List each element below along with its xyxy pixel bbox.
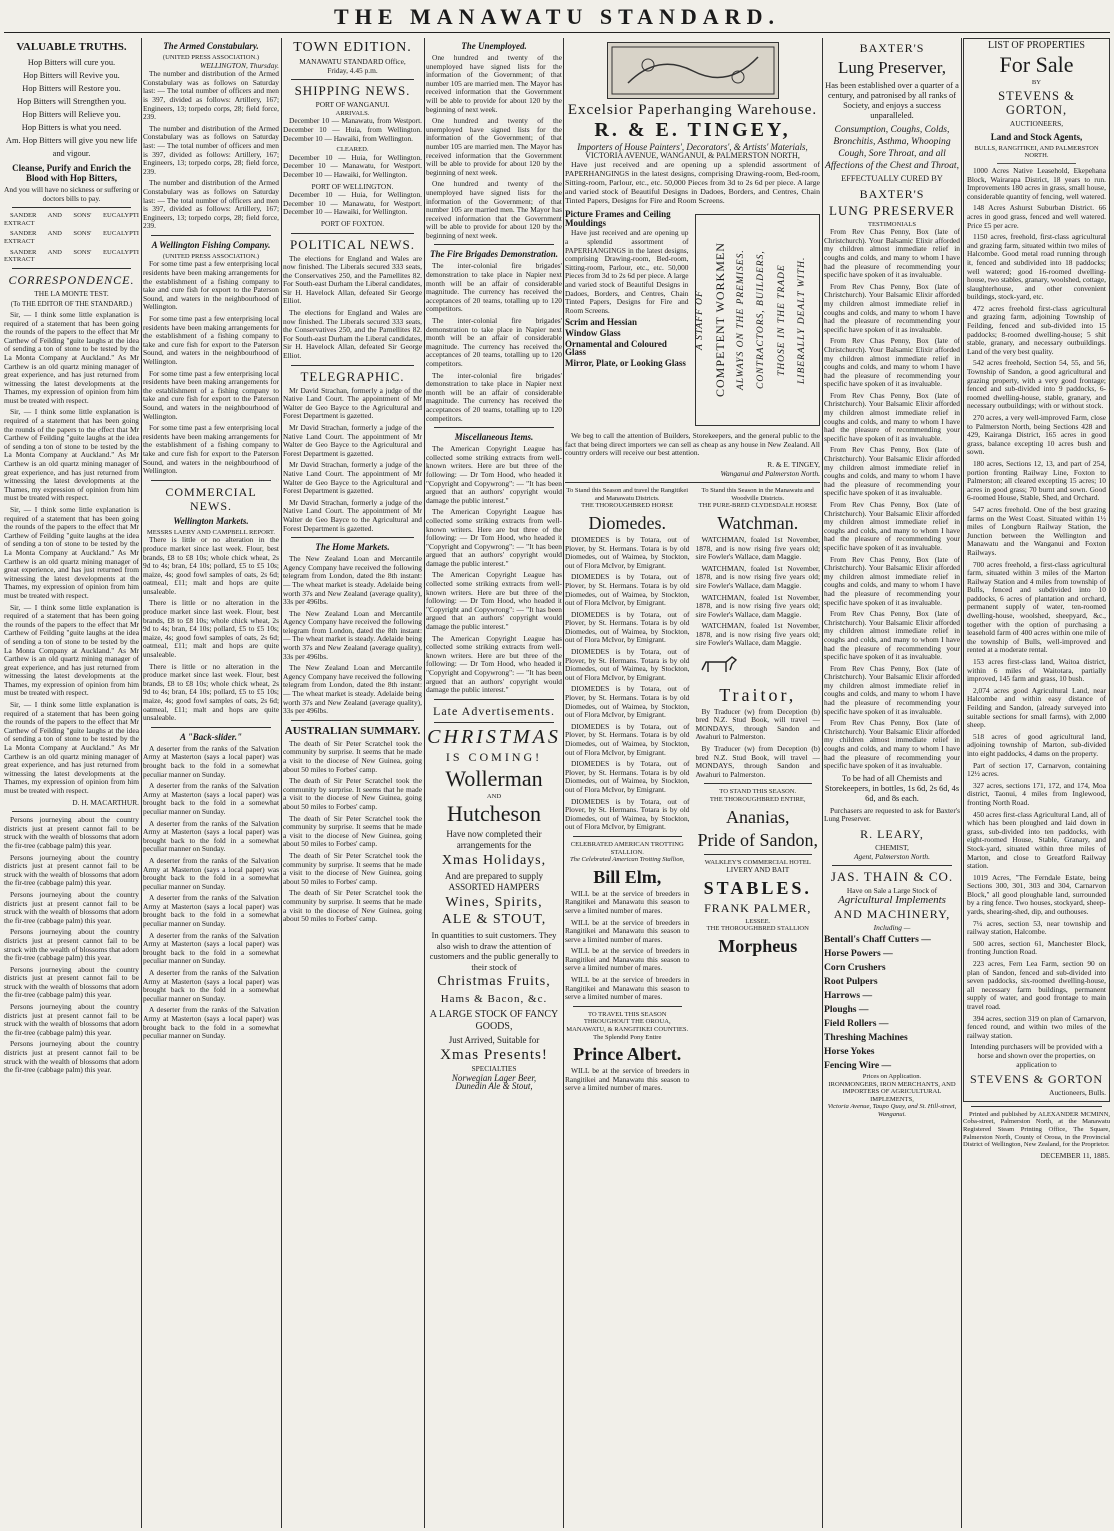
morpheus-head: THE THOROUGHBRED STALLION <box>706 925 809 933</box>
fire-body: The inter-colonial fire brigades' demonstration to take place in Napier next month will be an affair of considerable magnitude. The currency has received the acceptances of 20 teams, totalling up to 120 competitors. <box>426 316 562 368</box>
column-divider <box>961 38 962 1528</box>
diomedes-body: DIOMEDES is by Totara, out of Plover, by St. Hermans. Totara is by old Diomedes, out of Waimea, by Stockton, out of Flora McIvor, by Emigrant. <box>565 534 690 570</box>
vertical-text: ALWAYS ON THE PREMISES. <box>735 249 746 391</box>
billelm-body: WILL be at the service of breeders in Rangitikei and Manawatu this season to serve a limited number of mares. <box>565 975 690 1002</box>
news-item: Persons journeying about the country districts just at present cannot fail to be struck with the wealth of blossoms that adorn the fir-tree (cabbage palm) this year. <box>4 889 139 925</box>
eucalyptus-ad: SANDER AND SONS' EUCALYPTI EXTRACT <box>4 230 139 245</box>
assorted: And are prepared to supply ASSORTED HAMPERS <box>445 871 543 893</box>
effectually: EFFECTUALLY CURED BY <box>841 174 943 183</box>
and-text: AND <box>486 792 502 800</box>
letter-body: Sir, — I think some little explanation is required of a statement that has been going the rounds of the papers to the effect that Mr Carthew of Feilding "guite laughs at the idea of sending a ton of stone to be tested by the La Monta Company at Auckland." As Mr Carthew is an old quartz mining manager of great experience, and has just returned from witnessing the latest developments at the Thames, my expression of opinion from him must be treated with respect. <box>4 505 139 600</box>
prince-body: WILL be at the service of breeders in Rangitikei and Manawatu this season to serve a limited number of mares. <box>565 1066 690 1093</box>
truth-item: Hop Bitters will Revive you. <box>23 71 120 80</box>
diomedes-body: DIOMEDES is by Totara, out of Plover, by St. Hermans. Totara is by old Diomedes, out of Waimea, by Stockton, out of Flora McIvor, by Emigrant. <box>565 647 690 682</box>
travel: TO TRAVEL THIS SEASON THROUGHOUT THE OROUA, MANAWATU, & RANGITIKEI COUNTIES. <box>566 1010 689 1034</box>
market-body: There is little or no alteration in the produce market since last week. Flour, best brands, £8 to £8 10s; whole chick wheat, 2s 9d to 4s; bran, £4 10s; pollard, £5 to £5 10s; maize, 4s; good fowl samples of oats, 2s 6d; oatmeal, £11; malt and hops are quite unsaleable. <box>143 661 279 723</box>
norwegian: Norwegian Lager Beer, <box>451 1072 537 1083</box>
horse-ads-left <box>565 487 690 1096</box>
intending: Intending purchasers will be provided with a horse and shown over the properties, on application to <box>970 1042 1103 1069</box>
property-item: 270 acres, a very well-improved Farm, close to Palmerston North, being Sections 428 and 429, Kairanga District, 165 acres in good grass, balance excepting 10 acres bush and sown. <box>967 413 1106 457</box>
column-1 <box>4 38 139 1528</box>
implement: Threshing Machines <box>824 1031 908 1043</box>
morpheus: Morpheus <box>718 935 798 956</box>
port-wellington: PORT OF WELLINGTON. <box>311 181 394 191</box>
truth-item: Hop Bitters will cure you. <box>27 58 116 67</box>
news-item: Persons journeying about the country districts just at present cannot fail to be struck with the wealth of blossoms that adorn the fir-tree (cabbage palm) this year. <box>4 815 139 850</box>
column-divider <box>141 38 142 1528</box>
testimonial: From Rev Chas Penny, Box (late of Christchurch). Your Balsamic Elixir afforded my children almost immediate relief in coughs and colds, and many to whom I have had the pleasure of recommending your specific have spoken of it as invaluable. <box>824 554 960 607</box>
fancy-goods: A LARGE STOCK OF FANCY GOODS, <box>429 1009 559 1033</box>
column-divider <box>424 38 425 1528</box>
fishing-body: For some time past a few enterprising local residents have been making arrangements for the establishment of a fishing company to take and cure fish for export to the Paterson Sound, and waters in the neighbourhood of Wellington. <box>143 259 279 312</box>
importers: Importers of House Painters', Decorators', & Artists' Materials, <box>577 142 808 152</box>
tele-body: Mr David Strachan, formerly a judge of the Native Land Court. The appointment of Mr Walter de Geo Bayce to the Agricultural and Forest Department is gazetted. <box>283 423 422 458</box>
fire-body: The inter-colonial fire brigades' demonstration to take place in Napier next month will be an affair of considerable magnitude. The currency has received the acceptances of 20 teams, totalling up to 120 competitors. <box>426 261 562 314</box>
masthead: THE MANAWATU STANDARD. <box>334 4 780 29</box>
news-item: Persons journeying about the country districts just at present cannot fail to be struck with the wealth of blossoms that adorn the fir-tree (cabbage palm) this year. <box>4 964 139 1000</box>
horse-ads <box>565 487 820 1096</box>
machinery: AND MACHINERY, <box>833 907 951 922</box>
ananias-sub: THE THOROUGHBRED ENTIRE, <box>709 796 806 803</box>
aus-body: The death of Sir Peter Scratchel took the community by surprise. It seems that he made a visit to the diocese of New Guinea, going about 50 miles to Forbes' camp. <box>283 776 422 811</box>
by: BY <box>1031 78 1042 86</box>
ornamental-glass: Ornamental and Coloured Glass <box>565 338 667 358</box>
including: Including — <box>873 923 911 933</box>
property-item: 223 acres, Fern Lea Farm, section 90 on plan of Sandon, fenced and sub-divided into seven paddocks, six-roomed dwelling-house, all necessary farm buildings, permanent supply of water, and good frontage to main travel road. <box>967 959 1106 1011</box>
aus-body: The death of Sir Peter Scratchel took the community by surprise. It seems that he made a visit to the diocese of New Guinea, going about 50 miles to Forbes' camp. <box>283 850 422 886</box>
aus-body: The death of Sir Peter Scratchel took the community by surprise. It seems that he made a visit to the diocese of New Guinea, going about 50 miles to Forbes' camp. <box>283 888 422 924</box>
diomedes-body: DIOMEDES is by Totara, out of Plover, by St. Hermans. Totara is by old Diomedes, out of Waimea, by Stockton, out of Flora McIvor, by Emigrant. <box>565 721 690 757</box>
diomedes-body: DIOMEDES is by Totara, out of Plover, by St. Hermans. Totara is by old Diomedes, out of Waimea, by Stockton, out of Flora McIvor, by Emigrant. <box>565 609 690 645</box>
prices: Prices on Application. <box>862 1072 922 1080</box>
lessee: LESSEE. <box>745 917 771 925</box>
armed-body: The number and distribution of the Armed Constabulary was as follows on Saturday last: — The total number of officers and men is 397, divided as follows: Artillery, 167; Engineers, 13; torpedo corps, 28; field force, 239. <box>143 123 279 176</box>
armed-constabulary-title: The Armed Constabulary. <box>163 41 259 51</box>
town-edition: TOWN EDITION. <box>293 40 412 55</box>
implement: Horse Powers — <box>824 947 893 959</box>
press-credit: (UNITED PRESS ASSOCIATION.) <box>162 252 260 260</box>
late-ads-heading: Late Advertisements. <box>433 703 555 718</box>
truth-item: Hop Bitters will Strengthen you. <box>16 97 127 106</box>
pony: The Splendid Pony Entire <box>593 1033 662 1041</box>
frames: Picture Frames and Ceiling Mouldings <box>565 209 671 228</box>
implement: Ploughs — <box>824 1003 869 1015</box>
properties-box <box>963 38 1110 1102</box>
dateline: WELLINGTON, Thursday. <box>200 60 279 70</box>
backslider-title: A "Back-slider." <box>180 731 242 742</box>
testimonial: From Rev Chas Penny, Box (late of Christchurch). Your Balsamic Elixir afforded my children almost immediate relief in coughs and colds, and many to whom I have had the pleasure of recommending your specific have spoken of it as invaluable. <box>824 336 960 389</box>
property-item: 148 Acres Ashurst Suburban District. 66 acres in good grass, fenced and well watered. Price £5 per acre. <box>967 203 1106 230</box>
market-body: There is little or no alteration in the produce market since last week. Flour, best brands, £8 to £8 10s; whole chick wheat, 2s 9d to 4s; bran, £4 10s; pollard, £5 to £5 10s; maize, 4s; good fowl samples of oats, 2s 6d; oatmeal, £11; malt and hops are quite unsaleable. <box>143 598 279 660</box>
implement: Harrows — <box>824 989 873 1001</box>
backslider-body: A deserter from the ranks of the Salvation Army at Masterton (says a local paper) was brought back to the fold in a somewhat peculiar manner on Sunday. <box>143 743 279 779</box>
port-foxton: PORT OF FOXTON. <box>320 218 385 228</box>
traitor: Traitor, <box>719 684 797 705</box>
vertical-text: CONTRACTORS, BUILDERS, <box>756 250 767 390</box>
column-7 <box>963 38 1110 1528</box>
billelm-head: CELEBRATED AMERICAN TROTTING STALLION. <box>570 840 684 856</box>
wines: Wines, Spirits, <box>445 895 543 911</box>
vertical-text: THOSE IN THE TRADE <box>776 264 787 377</box>
quantities: In quantities to suit customers. They also wish to draw the attention of customers and the public generally to their stock of <box>429 930 559 972</box>
chemist: CHEMIST, <box>875 843 909 852</box>
home-body: The New Zealand Loan and Mercantile Agency Company have received the following telegram from London, dated the 8th instant: — The wheat market is steady. Adelaide being worth 37s and New Zealand (average quality), 33s per 496lbs. <box>283 554 422 607</box>
ananias: Ananias, <box>726 806 790 827</box>
diomedes-body: DIOMEDES is by Totara, out of Plover, by St. Hermans. Totara is by old Diomedes, out of Waimea, by Stockton, out of Flora McIvor, by Emigrant. <box>565 759 690 794</box>
specialties: SPECIALTIES <box>471 1063 517 1073</box>
column-2 <box>143 38 279 1528</box>
horse-icon <box>696 654 742 676</box>
fishing-body: For some time past a few enterprising local residents have been making arrangements for the establishment of a fishing company to take and cure fish for export to the Paterson Sound, and waters in the neighbourhood of Wellington. <box>143 314 279 366</box>
baxter2: BAXTER'S <box>859 186 925 201</box>
backslider-body: A deserter from the ranks of the Salvation Army at Masterton (says a local paper) was brought back to the fold in a somewhat peculiar manner on Sunday. <box>143 1005 279 1041</box>
billelm: Bill Elm, <box>593 866 662 887</box>
column-6 <box>824 38 960 1528</box>
unemployed-body: One hundred and twenty of the unemployed have signed lists for the information of the Government; of that number 105 are married men. The Mayor has received information that the Government will be able to provide for about 120 by the beginning of next week. <box>426 179 562 240</box>
truth-item: Hop Bitters is what you need. <box>21 123 122 132</box>
property-item: 1019 Acres, "The Ferndale Estate, being Sections 300, 301, 303 and 304, Carnarvon Block," all good ploughable land, surrounded by a ring fence. Two houses, stockyard, sheep-yards, shearing-shed, dip, and outhouses. <box>967 872 1106 917</box>
is-coming: IS COMING! <box>445 749 543 764</box>
port-wanganui: PORT OF WANGANUI. <box>315 100 390 110</box>
implement: Field Rollers — <box>824 1017 889 1029</box>
traitor-body: By Traducer (w) from Deception (b) bred N.Z. Stud Book, will travel — MONDAYS, through Sandon and Awahuri to Palmerston. <box>695 744 820 779</box>
watchman-body: WATCHMAN, foaled 1st November, 1878, and is now rising five years old; sire Fowler's Wallace, dam Maggie. <box>695 592 820 619</box>
fire-body: The inter-colonial fire brigades' demonstration to take place in Napier next month will be an affair of considerable magnitude. The currency has received the acceptances of 20 teams, totalling up to 120 competitors. <box>426 370 562 423</box>
diomedes: Diomedes. <box>588 512 666 533</box>
letter-to: (To THE EDITOR OF THE STANDARD.) <box>10 300 133 309</box>
property-item: 7¼ acres, section 53, near township and railway station, Halcombe. <box>967 918 1106 937</box>
auctioneers: AUCTIONEERS, <box>1009 119 1064 129</box>
market-body: There is little or no alteration in the produce market since last week. Flour, best brands, £8 to £8 10s; whole chick wheat, 2s 9d to 4s; bran, £4 10s; pollard, £5 to £5 10s; maize, 4s; good fowl samples of oats, 2s 6d; oatmeal, £11; malt and hops are quite unsaleable. <box>143 535 279 596</box>
imprint: Printed and published by ALEXANDER MCMINN, Coba-street, Palmerston North, at the Manawatu Registered Steam Printing Office, The Square, Palmerston North, County of Oroua, in the Provincial District of Wellington, New Zealand, for the Proprietor. <box>963 1110 1110 1149</box>
valuable-truths-title: VALUABLE TRUTHS. <box>16 41 127 53</box>
news-item: Persons journeying about the country districts just at present cannot fail to be struck with the wealth of blossoms that adorn the fir-tree (cabbage palm) this year. <box>4 927 139 963</box>
property-item: 153 acres first-class land, Waitoa district, within 6 miles of Waitotara, partially improved, 145 farm and grass, 10 bush. <box>967 657 1106 684</box>
xmas-presents: Xmas Presents! <box>440 1046 548 1063</box>
watchman-body: WATCHMAN, foaled 1st November, 1878, and is now rising five years old; sire Fowler's Wallace, dam Maggie. <box>695 563 820 590</box>
tingey-place: Wanganui and Palmerston North. <box>720 468 820 478</box>
implement: Root Pulpers <box>824 975 878 987</box>
fire-title: The Fire Brigades Demonstration. <box>429 249 558 260</box>
news-item: Persons journeying about the country districts just at present cannot fail to be struck with the wealth of blossoms that adorn the fir-tree (cabbage palm) this year. <box>4 852 139 888</box>
horse-ads-right <box>696 487 821 1096</box>
home-markets-heading: The Home Markets. <box>315 542 390 553</box>
backslider-body: A deserter from the ranks of the Salvation Army at Masterton (says a local paper) was brought back to the fold in a somewhat peculiar manner on Sunday. <box>143 930 279 966</box>
backslider-body: A deserter from the ranks of the Salvation Army at Masterton (says a local paper) was brought back to the fold in a somewhat peculiar manner on Sunday. <box>143 968 279 1003</box>
fishing-body: For some time past a few enterprising local residents have been making arrangements for the establishment of a fishing company to take and cure fish for export to the Paterson Sound, and waters in the neighbourhood of Wellington. <box>143 423 279 476</box>
vertical-text: A STAFF OF <box>694 290 705 351</box>
builders: We beg to call the attention of Builders, Storekeepers, and the general public to the fact that being direct importers we can sell as cheap as any house in New Zealand. All country orders will receive our best attention. <box>565 431 820 458</box>
implement: Fencing Wire — <box>824 1059 892 1071</box>
misc-title: Miscellaneous Items. <box>454 432 534 443</box>
ale-stout: ALE & STOUT, <box>441 912 547 928</box>
testimonial: From Rev Chas Penny, Box (late of Christchurch). Your Balsamic Elixir afforded my children almost immediate relief in coughs and colds, and many to whom I have had the pleasure of recommending your specific have spoken of it as invaluable. <box>824 390 960 443</box>
arrivals-body: December 10 — Manawatu, from Westport. December 10 — Huia, from Wellington. December 10 — Hawaiki, from Wellington. <box>283 116 422 143</box>
press-credit: (UNITED PRESS ASSOCIATION.) <box>162 54 260 61</box>
implement: Horse Yokes <box>824 1045 875 1057</box>
cleared-body: December 10 — Huia, for Wellington. December 10 — Manawatu, for Westport. December 10 — Hawaiki, for Wellington. <box>283 190 422 217</box>
imprint-date: DECEMBER 11, 1885. <box>1040 1150 1110 1160</box>
billelm-sub: The Celebrated American Trotting Stallion, <box>570 856 685 864</box>
news-item: Persons journeying about the country districts just at present cannot fail to be struck with the wealth of blossoms that adorn the fir-tree (cabbage palm) this year. <box>4 1002 139 1037</box>
livery: LIVERY AND BAIT <box>726 865 790 875</box>
thain: JAS. THAIN & CO. <box>830 869 954 885</box>
agric: Agricultural Implements <box>838 893 946 906</box>
property-item: 1150 acres, freehold, first-class agricultural and grazing farm, situated within two miles of Halcombe. Good metal road running through it, fenced and subdivided into 18 paddocks; well watered; good 16-roomed dwelling-house, two stables, granary, woolshed, cottage, slaughterhouse, and other convenient buildings, stock-yard, etc. <box>967 232 1106 302</box>
watchman-body: WATCHMAN, foaled 1st November, 1878, and is now rising five years old; sire Fowler's Wallace, dam Maggie. <box>695 534 820 562</box>
eucalyptus-ad: SANDER AND SONS' EUCALYPTI EXTRACT <box>4 212 139 227</box>
diomedes-body: DIOMEDES is by Totara, out of Plover, by St. Hermans. Totara is by old Diomedes, out of Waimea, by Stockton, out of Flora McIvor, by Emigrant. <box>565 796 690 832</box>
purchasers: Purchasers are requested to ask for Baxter's Lung Preserver. <box>824 805 960 824</box>
cleared-heading: CLEARED. <box>336 146 369 154</box>
implement: Bentall's Chaff Cutters — <box>824 933 931 945</box>
vertical-banner <box>695 214 821 426</box>
letter-body: Sir, — I think some little explanation is required of a statement that has been going the rounds of the papers to the effect that Mr Carthew of Feilding "guite laughs at the idea of sending a ton of stone to be tested by the La Monta Company at Auckland." As Mr Carthew is an old quartz mining manager of great experience, and has just returned from witnessing the latest developments at the Thames, my expression of opinion from him must be treated with respect. <box>4 407 139 503</box>
clydesdale: THE PURE-BRED CLYDESDALE HORSE <box>698 502 818 510</box>
commercial-heading: COMMERCIAL NEWS. <box>165 484 257 513</box>
backslider-body: A deserter from the ranks of the Salvation Army at Masterton (says a local paper) was brought back to the fold in a somewhat peculiar manner on Sunday. <box>143 818 279 854</box>
address: VICTORIA AVENUE, WANGANUI, & PALMERSTON NORTH, <box>585 150 800 160</box>
property-item: 2,074 acres good Agricultural Land, near Halcombe and within easy distance of Feilding and Sandon, (already surveyed into suitable sections for small farms), with 2,000 sheep. <box>967 685 1106 730</box>
billelm-body: WILL be at the service of breeders in Rangitikei and Manawatu this season to serve a limited number of mares. <box>565 888 690 915</box>
excelsior-heading: Excelsior Paperhanging Warehouse. <box>567 102 818 118</box>
vertical-text: COMPETENT WORKMEN <box>713 242 728 398</box>
window-glass: Window Glass <box>565 327 621 338</box>
property-item: 700 acres freehold, a first-class agricultural farm, situated within 3 miles of the Marton Railway Station and 4 miles from township of Bulls, fenced and subdivided into 10 paddocks, 6 acres of plantation and orchard, permanent supply of water, ten-roomed dwelling-house, woolshed, sheepyard, &c., together with the option of purchasing a leasehold farm of 400 acres within one mile of the township of Bulls, well-improved and rented at a moderate rental. <box>967 559 1106 655</box>
property-item: 394 acres, section 319 on plan of Carnarvon, fenced round, and within two miles of the railway station. <box>967 1013 1106 1040</box>
property-item: 180 acres, Sections 12, 13, and part of 254, portion fronting Railway Line, Foxton to Palmerston; all cleared excepting 15 acres; 10 acres in good grass; 70 burnt and sown. Good 6-roomed House, Stable, Shed, and Orchard. <box>967 458 1106 503</box>
diomedes-head: To Stand this Season and travel the Rangitikei and Manawatu Districts. <box>566 487 689 502</box>
firm-sign-sub: Auctioneers, Bulls. <box>1049 1088 1106 1098</box>
testimonial: From Rev Chas Penny, Box (late of Christchurch). Your Balsamic Elixir afforded my children almost immediate relief in coughs and colds, and many to whom I have had the pleasure of recommending your specific have spoken of it as invaluable. <box>824 718 960 771</box>
thoroughbred: THE THOROUGHBRED HORSE <box>581 502 674 510</box>
frank-palmer: FRANK PALMER, <box>704 900 812 915</box>
stables: STABLES. <box>703 877 812 898</box>
misc-body: The American Copyright League has collected some striking extracts from well-known writers. Here are but three of the following: — Dr Tom Hood, who headed it "Copyright and Copywrong": — "It has been argued that an authors' copyright would damage the public interest." <box>426 444 562 505</box>
mirror: Mirror, Plate, or Looking Glass <box>565 357 686 368</box>
home-body: The New Zealand Loan and Mercantile Agency Company have received the following telegram from London, dated the 8th instant: — The wheat market is steady. Adelaide being worth 37s and New Zealand (average quality), 33s per 496lbs. <box>283 608 422 661</box>
truth-item: Am. Hop Bitters will give you new life and vigour. <box>5 136 138 158</box>
pride-of-sandon: Pride of Sandon, <box>697 829 818 850</box>
dunedin: Dunedin Ale & Stout, <box>455 1081 533 1092</box>
tingey-sign: R. & E. TINGEY, <box>767 459 820 469</box>
column-5 <box>565 38 820 1528</box>
letter-signature: D. H. MACARTHUR. <box>72 797 139 807</box>
property-item: 1000 Acres Native Leasehold, Ekepehana Block, Wairarapa District, 18 years to run. Improvements 180 acres in grass, small house, considerable quantity of fencing, well watered. <box>967 165 1106 201</box>
cleanse-heading: Cleanse, Purify and Enrich the Blood with Hop Bitters, <box>12 163 131 183</box>
eucalyptus-ad: SANDER AND SONS' EUCALYPTI EXTRACT <box>4 248 139 264</box>
backslider-body: A deserter from the ranks of the Salvation Army at Masterton (says a local paper) was brought back to the fold in a somewhat peculiar manner on Sunday. <box>143 855 279 891</box>
unemployed-title: The Unemployed. <box>461 41 527 51</box>
implements-list <box>824 933 960 1073</box>
tele-body: Mr David Strachan, formerly a judge of the Native Land Court. The appointment of Mr Walter de Geo Bayce to the Agricultural and Forest Department is gazetted. <box>283 385 422 421</box>
ananias-head: TO STAND THIS SEASON. <box>719 788 797 796</box>
correspondence-heading: CORRESPONDENCE. <box>8 272 135 287</box>
testimonial: From Rev Chas Penny, Box (late of Christchurch). Your Balsamic Elixir afforded my children almost immediate relief in coughs and colds, and many to whom I have had the pleasure of recommending your specific have spoken of it as invaluable. <box>824 445 960 498</box>
unemployed-body: One hundred and twenty of the unemployed have signed lists for the information of the Government; of that number 105 are married men. The Mayor has received information that the Government will be able to provide for about 120 by the beginning of next week. <box>426 116 562 177</box>
testimonial: From Rev Chas Penny, Box (late of Christchurch). Your Balsamic Elixir afforded my children almost immediate relief in coughs and colds, and many to whom I have had the pleasure of recommending your specific have spoken of it as invaluable. <box>824 609 960 662</box>
unemployed-body: One hundred and twenty of the unemployed have signed lists for the information of the Government; of that number 105 are married men. The Mayor has received information that the Government will be able to provide for about 120 by the beginning of next week. <box>426 53 562 114</box>
billelm-body: WILL be at the service of breeders in Rangitikei and Manawatu this season to serve a limited number of mares. <box>565 946 690 973</box>
wollerman: Wollerman <box>445 765 543 791</box>
column-divider <box>563 38 564 1528</box>
testimonials: TESTIMONIALS <box>868 220 916 228</box>
christmas-heading: CHRISTMAS <box>427 725 561 748</box>
for-sale: For Sale <box>999 51 1074 77</box>
misc-body: The American Copyright League has collected some striking extracts from well-known writers. Here are but three of the following: — Dr Tom Hood, who headed it "Copyright and Copywrong": — "It has been argued that an authors' copyright would damage the public interest." <box>426 570 562 632</box>
leary: R. LEARY, <box>860 827 924 841</box>
cleanse-sub: And you will have no sickness or suffering or doctors bills to pay. <box>4 185 139 203</box>
agent: Agent, Palmerston North. <box>854 851 930 861</box>
thain-sub: Have on Sale a Large Stock of <box>846 886 938 896</box>
property-item: 450 acres first-class Agricultural Land, all of which has been ploughed and laid down in grass, sub-divided into ten paddocks, with eight-roomed House, Stable, Granary, and Stock-yard, situated within three miles of Marton, and close to Greatford Railway station. <box>967 809 1106 871</box>
column-4 <box>426 38 562 1528</box>
armed-body: The number and distribution of the Armed Constabulary was as follows on Saturday last: — The total number of officers and men is 397, divided as follows: Artillery, 167; Engineers, 13; torpedo corps, 28; field force, 239. <box>143 69 279 122</box>
property-item: 500 acres, section 61, Manchester Block, fronting Junction Road. <box>967 938 1106 957</box>
tingey-products <box>565 208 820 432</box>
watchman-head: To Stand this Season in the Manawatu and Woodville Districts. <box>701 487 814 502</box>
column-divider <box>281 38 282 1528</box>
political-body: The elections for England and Wales are now finished. The Liberals secured 333 seats, the Conservatives 250, and the Parnellites 82. For South-east Durham the Liberal candidates, Sir H. Havelock Allan, defeated Sir George Elliot. <box>283 308 422 361</box>
letter-body: Sir, — I think some little explanation is required of a statement that has been going the rounds of the papers to the effect that Mr Carthew of Feilding "guite laughs at the idea of sending a ton of stone to be tested by the La Monta Company at Auckland." As Mr Carthew is an old quartz mining manager of great experience, and has just returned from witnessing the latest developments at the Thames, my expression of opinion from him must be treated with respect. <box>4 309 139 405</box>
hutcheson: Hutcheson <box>446 801 542 827</box>
towns: BULLS, RANGITIKEI, AND PALMERSTON NORTH. <box>974 144 1099 160</box>
lung-preserver: Lung Preserver, <box>838 58 946 77</box>
misc-body: The American Copyright League has collected some striking extracts from well-known writers. Here are but three of the following: — Dr Tom Hood, who headed it "Copyright and Copywrong": — "It has been argued that an authors' copyright would damage the public interest." <box>426 507 562 568</box>
chemists: To be had of all Chemists and Storekeepers, in bottles, 1s 6d, 2s 6d, 4s 6d, and 8s each. <box>824 773 960 803</box>
masthead-rule <box>4 32 1110 33</box>
vertical-text: LIBERALLY DEALT WITH. <box>797 256 808 384</box>
property-item: 518 acres of good agricultural land, adjoining township of Marton, sub-divided into eight paddocks, 4 dams on the property. <box>967 731 1106 758</box>
property-item: 327 acres, sections 171, 172, and 174, Moa district, Taonui, 4 miles from Inglewood, fronting North Road. <box>967 780 1106 807</box>
prince-albert: Prince Albert. <box>573 1044 682 1065</box>
watchman-body: WATCHMAN, foaled 1st November, 1878, and is now rising five years old; sire Fowler's Wallace, dam Maggie. <box>695 621 820 648</box>
diomedes-body: DIOMEDES is by Totara, out of Plover, by St. Hermans. Totara is by old Diomedes, out of Waimea, by Stockton, out of Flora McIvor, by Emigrant. <box>565 684 690 720</box>
tele-body: Mr David Strachan, formerly a judge of the Native Land Court. The appointment of Mr Walter de Geo Bayce to the Agricultural and Forest Department is gazetted. <box>283 497 422 533</box>
office: MANAWATU STANDARD Office, <box>299 57 406 66</box>
misc-body: The American Copyright League has collected some striking extracts from well-known writers. Here are but three of the following: — Dr Tom Hood, who headed it "Copyright and Copywrong": — "It has been argued that an authors' copyright would damage the public interest." <box>426 633 562 695</box>
truth-item: Hop Bitters will Relieve you. <box>22 110 121 119</box>
column-divider <box>822 38 823 1528</box>
time: Friday, 4.45 p.m. <box>327 65 378 75</box>
shipping-heading: SHIPPING NEWS. <box>294 83 411 99</box>
location: Victoria Avenue, Taupo Quay, and St. Hill-street, Wanganui. <box>827 1103 957 1118</box>
ironmongers: IRONMONGERS, IRON MERCHANTS, AND IMPORTERS OF AGRICULTURAL IMPLEMENTS, <box>828 1080 956 1103</box>
scrim: Scrim and Hessian <box>565 317 638 328</box>
telegraphic-heading: TELEGRAPHIC. <box>300 368 405 384</box>
baxter: BAXTER'S <box>859 41 925 55</box>
testimonial: From Rev Chas Penny, Box (late of Christchurch). Your Balsamic Elixir afforded my children almost immediate relief in coughs and colds, and many to whom I have had the pleasure of recommending your specific have spoken of it as invaluable. <box>824 281 960 334</box>
tele-body: Mr David Strachan, formerly a judge of the Native Land Court. The appointment of Mr Walter de Geo Bayce to the Agricultural and Forest Department is gazetted. <box>283 460 422 496</box>
armed-body: The number and distribution of the Armed Constabulary was as follows on Saturday last: — The total number of officers and men is 397, divided as follows: Artillery, 167; Engineers, 13; torpedo corps, 28; field force, 239. <box>143 178 279 231</box>
truths-list <box>4 56 139 160</box>
lung-body: Has been established over a quarter of a century, and patronised by all ranks of Society, and enjoys a success unparalleled. <box>825 81 959 120</box>
property-item: 542 acres freehold, Section 54, 55, and 56, Township of Sandon, a good agricultural and grazing property, with a very good frontage; fenced and sub-divided into 9 paddocks, 6-roomed dwelling-house, stable, granary, and necessary outbuildings; with or without stock. <box>967 358 1106 411</box>
walkley: WALKLEY'S COMMERCIAL HOTEL <box>704 858 811 866</box>
letter-body: Sir, — I think some little explanation is required of a statement that has been going the rounds of the papers to the effect that Mr Carthew of Feilding "guite laughs at the idea of sending a ton of stone to be tested by the La Monta Company at Auckland." As Mr Carthew is an old quartz mining manager of great experience, and has just returned from witnessing the latest developments at the Thames, my expression of opinion from him must be treated with respect. <box>4 602 139 698</box>
aus-body: The death of Sir Peter Scratchel took the community by surprise. It seems that he made a visit to the diocese of New Guinea, going about 50 miles to Forbes' camp. <box>283 738 422 774</box>
firm-sign: STEVENS & GORTON <box>969 1072 1104 1087</box>
letter-title: THE LA MONTE TEST. <box>34 288 109 298</box>
backslider-body: A deserter from the ranks of the Salvation Army at Masterton (says a local paper) was brought back to the fold in a somewhat peculiar manner on Sunday. <box>143 893 279 929</box>
list-of: LIST OF PROPERTIES <box>987 40 1085 51</box>
truth-item: Hop Bitters will Restore you. <box>22 84 121 93</box>
backslider-body: A deserter from the ranks of the Salvation Army at Masterton (says a local paper) was brought back to the fold in a somewhat peculiar manner on Sunday. <box>143 781 279 816</box>
watchman: Watchman. <box>717 512 799 533</box>
firm-name: STEVENS & GORTON, <box>998 89 1075 118</box>
testimonial: From Rev Chas Penny, Box (late of Christchurch). Your Balsamic Elixir afforded my children almost immediate relief in coughs and colds, and many to whom I have had the pleasure of recommending your specific have spoken of it as invaluable. <box>824 663 960 716</box>
letter-body: Sir, — I think some little explanation is required of a statement that has been going the rounds of the papers to the effect that Mr Carthew of Feilding "guite laughs at the idea of sending a ton of stone to be tested by the La Monta Company at Auckland." As Mr Carthew is an old quartz mining manager of great experience, and has just returned from witnessing the latest developments at the Thames, my expression of opinion from him must be treated with respect. <box>4 700 139 795</box>
home-body: The New Zealand Loan and Mercantile Agency Company have received the following telegram from London, dated the 8th instant: — The wheat market is steady. Adelaide being worth 37s and New Zealand (average quality), 33s per 496lbs. <box>283 663 422 716</box>
fishing-title: A Wellington Fishing Company. <box>151 239 271 250</box>
property-item: Part of section 17, Carnarvon, containing 12½ acres. <box>967 760 1106 779</box>
cleared-body: December 10 — Huia, for Wellington. December 10 — Manawatu, for Westport. December 10 — Hawaiki, for Wellington. <box>283 152 422 179</box>
implement: Corn Crushers <box>824 961 886 973</box>
imported: Just Arrived, Suitable for <box>448 1035 540 1046</box>
report-heading: MESSRS LAERY AND CAMPBELL REPORT. <box>146 528 276 536</box>
aus-body: The death of Sir Peter Scratchel took the community by surprise. It seems that he made a visit to the diocese of New Guinea, going about 50 miles to Forbes' camp. <box>283 813 422 849</box>
hams: Hams & Bacon, &c. <box>440 993 548 1006</box>
intro: Have just received and are opening up a splendid assortment of PAPERHANGINGS in the latest designs, comprising Drawing-room, Bed-room, Sitting-room, Parlour, etc., etc. 50,000 Pieces from 3d to 2s 6d per piece. A large and varied stock of Beautiful Designs in Dadoes, Borders, and Centres, Chain Tinted Papers, Designs for Fire and Room Screens. <box>565 160 820 206</box>
news-item: Persons journeying about the country districts just at present cannot fail to be struck with the wealth of blossoms that adorn the fir-tree (cabbage palm) this year. <box>4 1039 139 1075</box>
testimonial: From Rev Chas Penny, Box (late of Christchurch). Your Balsamic Elixir afforded my children almost immediate relief in coughs and colds, and many to whom I have had the pleasure of recommending your specific have spoken of it as invaluable. <box>824 500 960 552</box>
arrivals-heading: ARRIVALS. <box>335 109 370 117</box>
property-item: 472 acres freehold first-class agricultural and grazing farm, adjoining Township of Feilding, fenced and sub-divided into 15 paddocks; 8-roomed dwelling-house; 5 shit stable, granary, and necessary outbuildings. Land of the very best quality. <box>967 303 1106 356</box>
hw-body: Have now completed their arrangements for the <box>446 829 542 851</box>
sign-logo-image <box>607 42 779 99</box>
political-heading: POLITICAL NEWS. <box>289 236 415 252</box>
product-body: Have just received and are opening up a splendid assortment of PAPERHANGINGS in the latest designs, comprising Drawing-room, Bed-room, Sitting-room, Parlour, etc., etc. 50,000 Pieces from 3d to 2s 6d per piece. A large and varied stock of Beautiful Designs in Dadoes, Borders, and Centres, Chain Tinted Papers, Designs for Fire and Room Screens. <box>565 228 689 315</box>
australian-heading: AUSTRALIAN SUMMARY. <box>284 724 421 737</box>
property-item: 547 acres freehold. One of the best grazing farms on the West Coast. Situated within 1½ miles of Longburn Railway Station, the Junction between the Wellington and Manawatu and the Wanganui and Foxton Railways. <box>967 504 1106 557</box>
column-3 <box>283 38 422 1528</box>
xmas-holidays: Xmas Holidays, <box>441 853 547 869</box>
cures: Consumption, Coughs, Colds, Bronchitis, Asthma, Whooping Cough, Sore Throat, and all Affections of the Chest and Throat, <box>825 124 959 171</box>
tingey-name: R. & E. TINGEY, <box>594 119 791 141</box>
testimonial: From Rev Chas Penny, Box (late of Christchurch). Your Balsamic Elixir afforded my children almost immediate relief in coughs and colds, and many to whom I have had the pleasure of recommending your specific have spoken of it as invaluable. <box>824 227 960 280</box>
fishing-body: For some time past a few enterprising local residents have been making arrangements for the establishment of a fishing company to take and cure fish for export to the Paterson Sound, and waters in the neighbourhood of Wellington. <box>143 368 279 421</box>
political-body: The elections for England and Wales are now finished. The Liberals secured 333 seats, the Conservatives 250, and the Parnellites 82. For South-east Durham the Liberal candidates, Sir H. Havelock Allan, defeated Sir George Elliot. <box>283 253 422 306</box>
land-agents: Land and Stock Agents, <box>990 131 1083 142</box>
markets-heading: Wellington Markets. <box>173 515 249 526</box>
fruits: Christmas Fruits, <box>437 974 551 990</box>
diomedes-body: DIOMEDES is by Totara, out of Plover, by St. Hermans. Totara is by old Diomedes, out of Waimea, by Stockton, out of Flora McIvor, by Emigrant. <box>565 572 690 608</box>
traitor-body: By Traducer (w) from Deception (b) bred N.Z. Stud Book, will travel — MONDAYS, through Sandon and Awahuri to Palmerston. <box>695 706 820 742</box>
lung2: LUNG PRESERVER <box>829 202 955 218</box>
billelm-body: WILL be at the service of breeders in Rangitikei and Manawatu this season to serve a limited number of mares. <box>565 917 690 944</box>
